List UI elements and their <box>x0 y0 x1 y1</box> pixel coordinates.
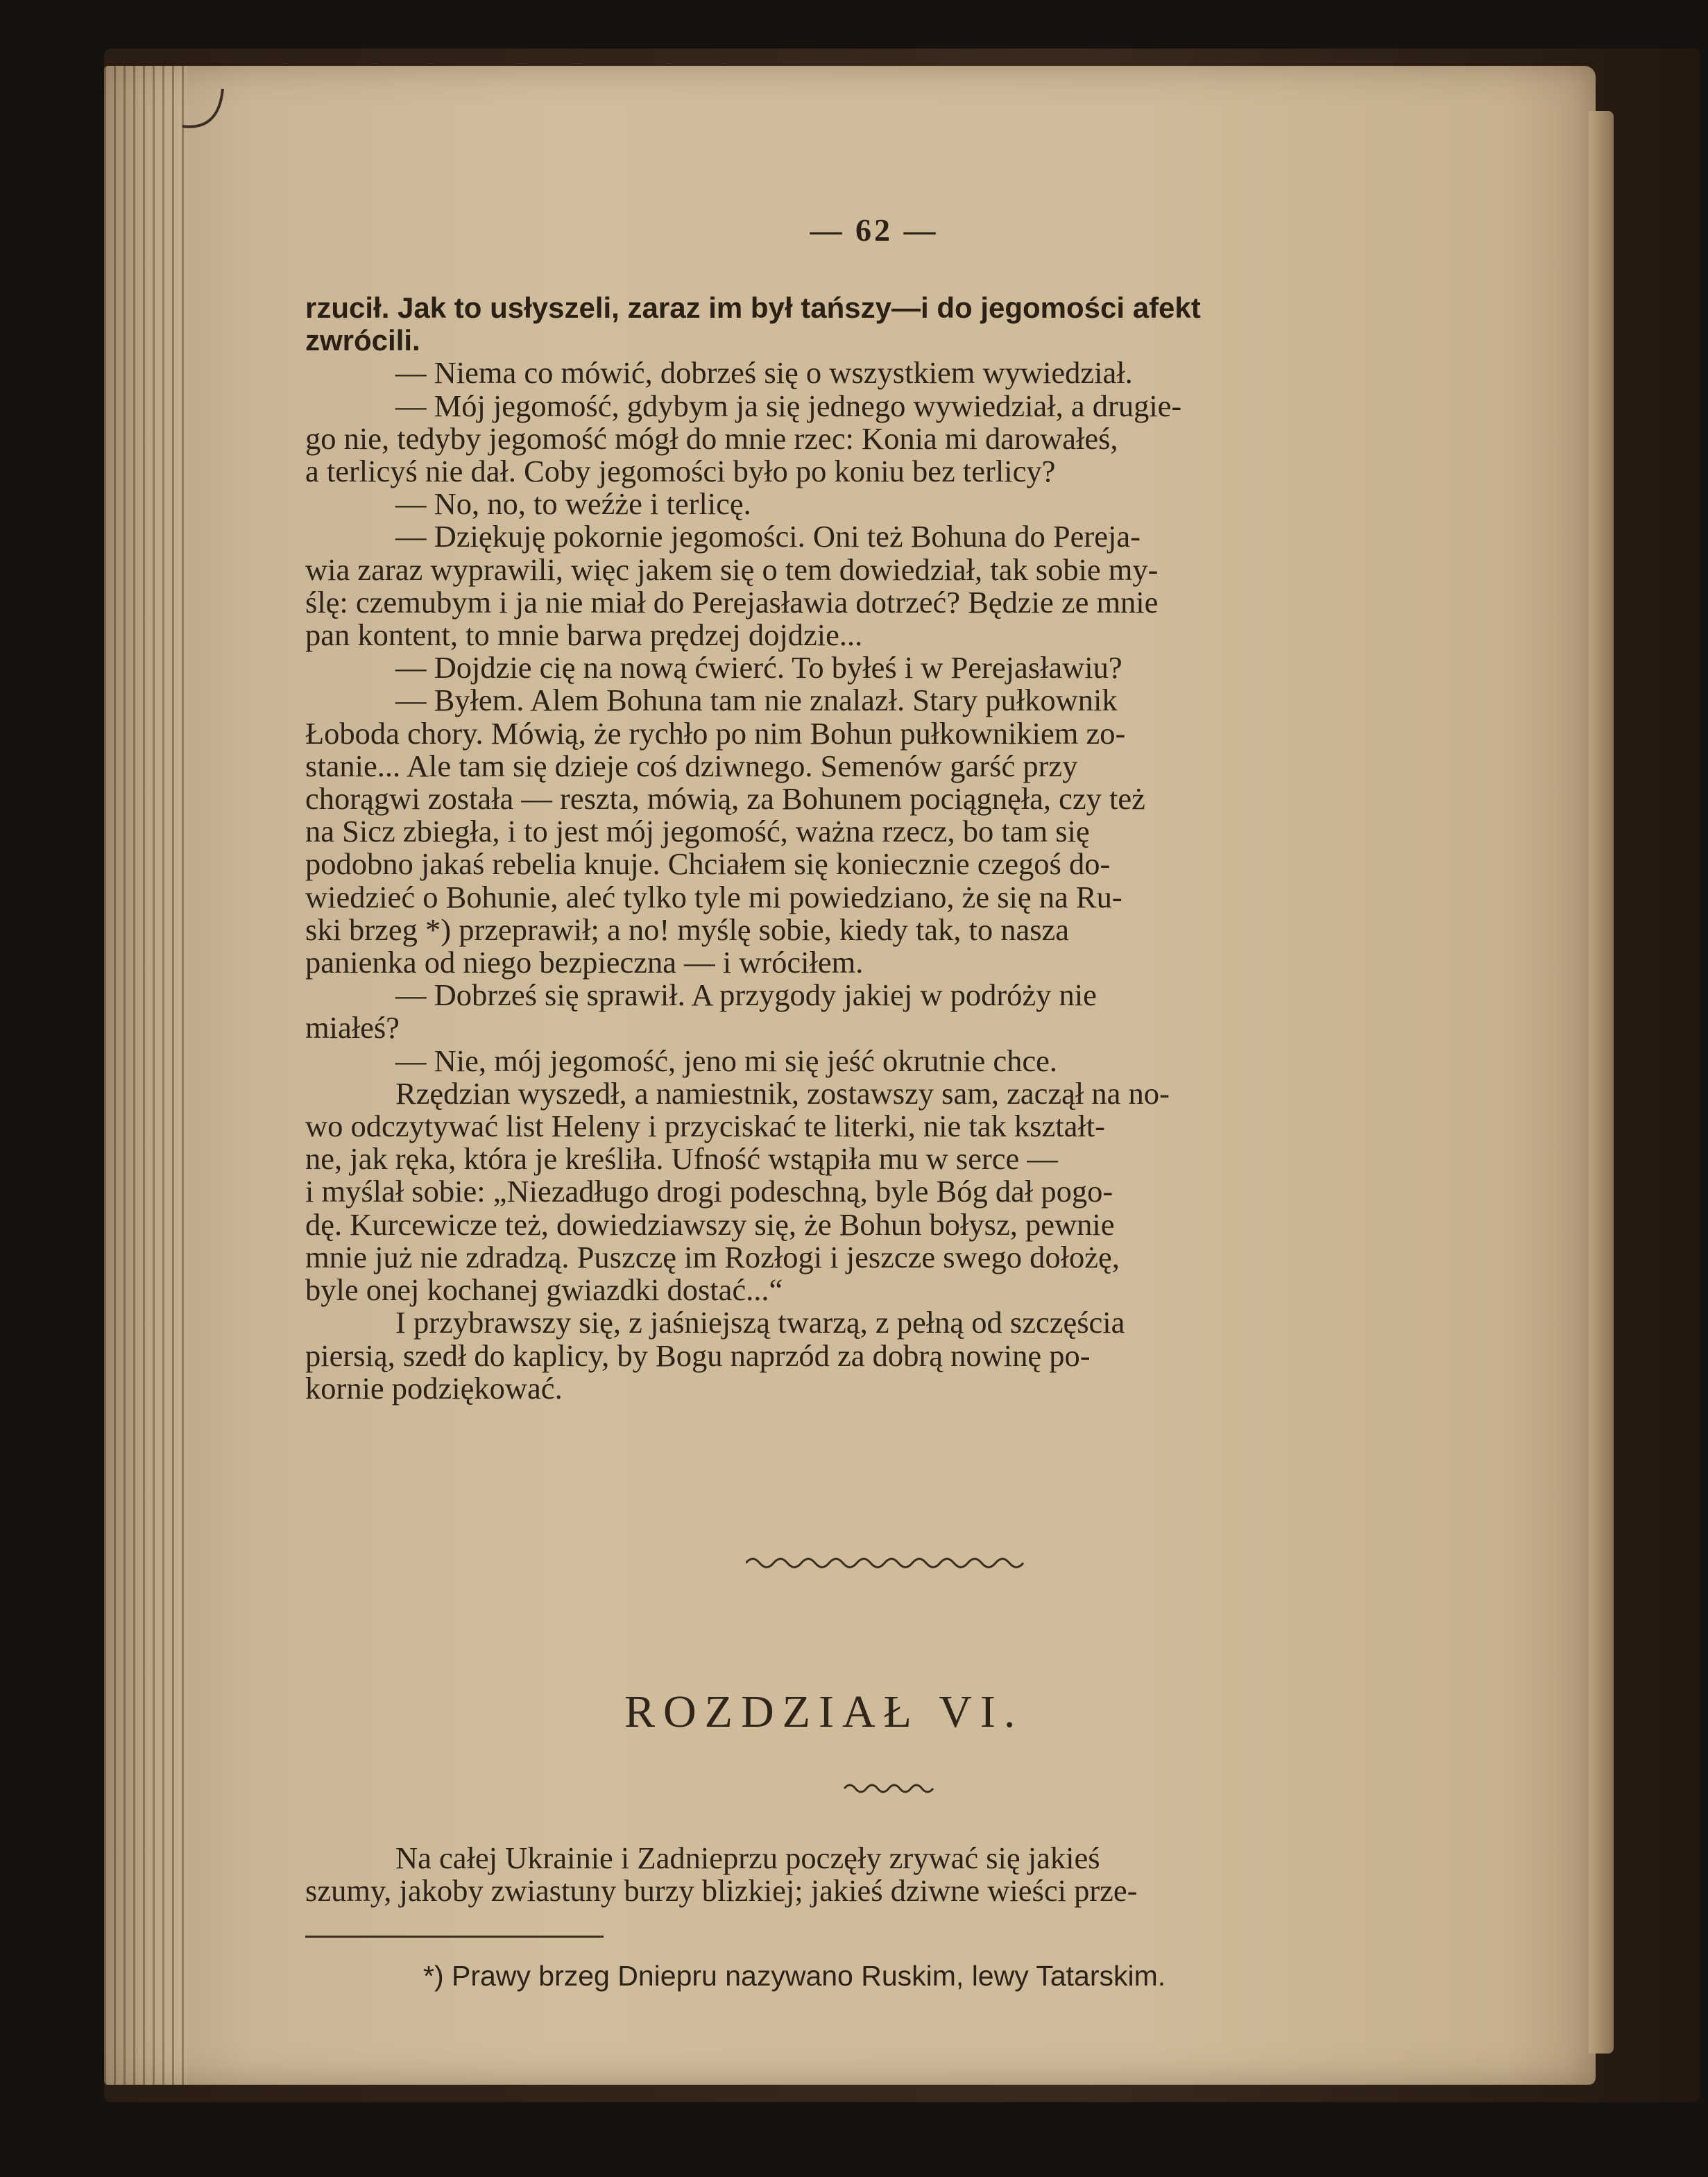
footnote: *) Prawy brzeg Dniepru nazywano Ruskim, lewy Tatarskim. <box>423 1960 1166 1992</box>
text-line: wiedzieć o Bohunie, aleć tylko tyle mi powiedziano, że się na Ru- <box>305 879 1122 914</box>
text-line: go nie, tedyby jegomość mógł do mnie rzec: Konia mi darowałeś, <box>305 420 1118 456</box>
text-line: szumy, jakoby zwiastuny burzy blizkiej; jakieś dziwne wieści prze- <box>305 1873 1138 1909</box>
text-line: Rzędzian wyszedł, a namiestnik, zostawszy sam, zaczął na no- <box>395 1075 1170 1111</box>
page-number: — 62 — <box>810 212 939 248</box>
text-line: mnie już nie zdradzą. Puszczę im Rozłogi i jeszcze swego dołożę, <box>305 1239 1120 1274</box>
text-line: Łoboda chory. Mówią, że rychło po nim Bohun pułkownikiem zo- <box>305 715 1126 751</box>
text-line: rzucił. Jak to usłyszeli, zaraz im był tańszy—i do jegomości afekt <box>305 291 1201 324</box>
text-line: chorągwi została — reszta, mówią, za Bohunem pociągnęła, czy też <box>305 781 1145 817</box>
body-text <box>305 291 1464 1405</box>
text-line: panienka od niego bezpieczna — i wróciłem. <box>305 945 864 980</box>
text-line: piersią, szedł do kaplicy, by Bogu naprzód za dobrą nowinę po- <box>305 1338 1091 1373</box>
text-line: stanie... Ale tam się dzieje coś dziwnego. Semenów garść przy <box>305 748 1078 783</box>
text-line: — Byłem. Alem Bohuna tam nie znalazł. Stary pułkownik <box>395 683 1118 718</box>
text-line: — Dobrześ się sprawił. A przygody jakiej w podróży nie <box>395 977 1097 1013</box>
small-wavy-ornament <box>843 1779 934 1798</box>
next-page-edge <box>1589 111 1614 2054</box>
text-line: pan kontent, to mnie barwa prędzej dojdzie... <box>305 617 863 653</box>
text-line: — Nie, mój jegomość, jeno mi się jeść okrutnie chce. <box>395 1043 1058 1078</box>
text-line: — Dojdzie cię na nową ćwierć. To byłeś i w Perejasławiu? <box>395 650 1122 685</box>
text-line: ne, jak ręka, która je kreśliła. Ufność wstąpiła mu w serce — <box>305 1141 1058 1177</box>
text-line: podobno jakaś rebelia knuje. Chciałem się koniecznie czegoś do- <box>305 846 1111 882</box>
text-line: — No, no, to weźże i terlicę. <box>395 486 751 522</box>
text-line: na Sicz zbiegła, i to jest mój jegomość, ważna rzecz, bo tam się <box>305 814 1090 849</box>
text-line: — Dziękuję pokornie jegomości. Oni też Bohuna do Pereja- <box>395 519 1141 554</box>
text-line: wo odczytywać list Heleny i przyciskać te literki, nie tak kształt- <box>305 1109 1105 1144</box>
text-line: zwrócili. <box>305 324 420 357</box>
chapter-opening-text <box>305 1842 1464 1907</box>
text-line: ślę: czemubym i ja nie miał do Perejasławia dotrzeć? Będzie ze mnie <box>305 584 1159 620</box>
text-line: wia zaraz wyprawili, więc jakem się o tem dowiedział, tak sobie my- <box>305 552 1159 587</box>
page-stack-edge <box>104 66 187 2085</box>
chapter-title: ROZDZIAŁ VI. <box>624 1687 1024 1737</box>
text-line: ski brzeg *) przeprawił; a no! myślę sobie, kiedy tak, to nasza <box>305 912 1070 947</box>
text-line: — Mój jegomość, gdybym ja się jednego wywiedział, a drugie- <box>395 388 1182 423</box>
text-line: Na całej Ukrainie i Zadnieprzu poczęły zrywać się jakieś <box>395 1841 1100 1875</box>
text-line: — Niema co mówić, dobrześ się o wszystkiem wywiedział. <box>395 355 1133 391</box>
text-line: miałeś? <box>305 1010 400 1045</box>
text-line: dę. Kurcewicze też, dowiedziawszy się, że Bohun bołysz, pewnie <box>305 1206 1115 1242</box>
pencil-tick-mark <box>177 83 232 132</box>
text-line: byle onej kochanej gwiazdki dostać...“ <box>305 1272 783 1308</box>
text-line: I przybrawszy się, z jaśniejszą twarzą, z pełną od szczęścia <box>395 1305 1125 1340</box>
wavy-divider-ornament <box>746 1553 1030 1573</box>
footnote-rule <box>305 1936 604 1938</box>
text-line: kornie podziękować. <box>305 1370 563 1406</box>
text-line: a terlicyś nie dał. Coby jegomości było po koniu bez terlicy? <box>305 454 1056 489</box>
text-line: i myślał sobie: „Niezadługo drogi podeschną, byle Bóg dał pogo- <box>305 1174 1113 1209</box>
